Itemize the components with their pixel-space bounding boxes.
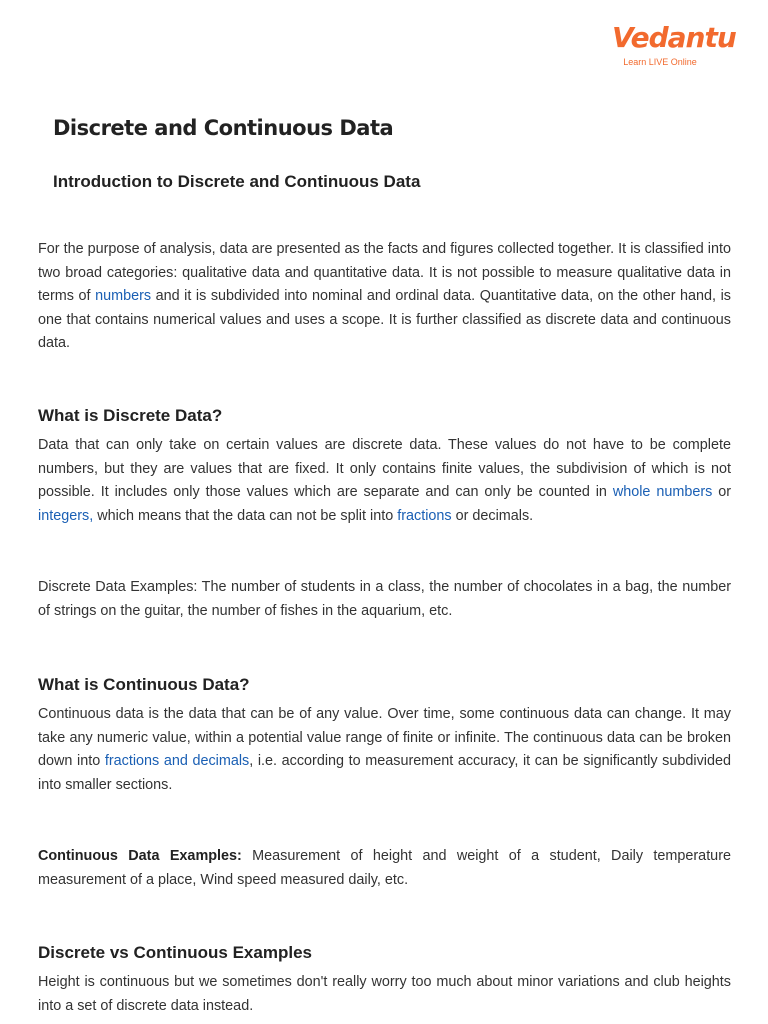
discrete-heading: What is Discrete Data? [38, 406, 223, 425]
continuous-examples [38, 845, 731, 892]
continuous-examples-text: Measurement of height and weight of a student, Daily temperature measurement of a place, Wind speed measured daily, etc. [38, 848, 731, 888]
link-fractions[interactable]: fractions [397, 507, 452, 524]
discrete-paragraph [38, 434, 731, 528]
continuous-paragraph [38, 703, 731, 797]
logo-tagline: Learn LIVE Online [623, 57, 697, 67]
discrete-text-3: which means that the data can not be split into [93, 507, 398, 524]
vedantu-logo [612, 21, 736, 72]
continuous-text-1: Continuous data is the data that can be of any value. Over time, some continuous data can change. It may take any numeric value, within a potential value range of finite or infinite. The continuous data can be broken down into [38, 706, 731, 769]
intro-text-1: For the purpose of analysis, data are presented as the facts and figures collected together. It is classified into two broad categories: qualitative data and quantitative data. It is not possible to measure qualitative data in terms of [38, 241, 731, 304]
continuous-examples-label: Continuous Data Examples: [38, 848, 242, 864]
discrete-text-2: or [712, 484, 732, 500]
intro-heading: Introduction to Discrete and Continuous Data [53, 172, 421, 191]
discrete-examples: Discrete Data Examples: The number of students in a class, the number of chocolates in a bag, the number of strings on the guitar, the number of fishes in the aquarium, etc. [38, 579, 731, 619]
discrete-text-4: or decimals. [451, 507, 534, 524]
intro-text-2: and it is subdivided into nominal and ordinal data. Quantitative data, on the other hand, is one that contains numerical values and uses a scope. It is further classified as discrete data and continuous data. [38, 288, 731, 351]
link-numbers[interactable]: numbers [95, 288, 152, 304]
continuous-heading: What is Continuous Data? [38, 675, 250, 694]
page-title: Discrete and Continuous Data [53, 116, 394, 140]
versus-paragraph: Height is continuous but we sometimes don't really worry too much about minor variations and club heights into a set of discrete data instead. [38, 974, 731, 1014]
continuous-text-2: , i.e. according to measurement accuracy, it can be significantly subdivided into smaller sections. [38, 753, 731, 793]
link-whole-numbers[interactable]: whole numbers [612, 484, 713, 500]
versus-heading: Discrete vs Continuous Examples [38, 943, 312, 962]
logo-wordmark: Vedantu [612, 21, 736, 54]
intro-paragraph [38, 238, 731, 356]
link-fractions-and-decimals[interactable]: fractions and decimals [104, 753, 250, 769]
link-integers[interactable]: integers, [38, 507, 94, 524]
discrete-text-1: Data that can only take on certain values are discrete data. These values do not have to be complete numbers, but they are values that are fixed. It only contains finite values, the subdivision of which is not possible. It includes only those values which are separate and can only be counted in [38, 437, 731, 500]
